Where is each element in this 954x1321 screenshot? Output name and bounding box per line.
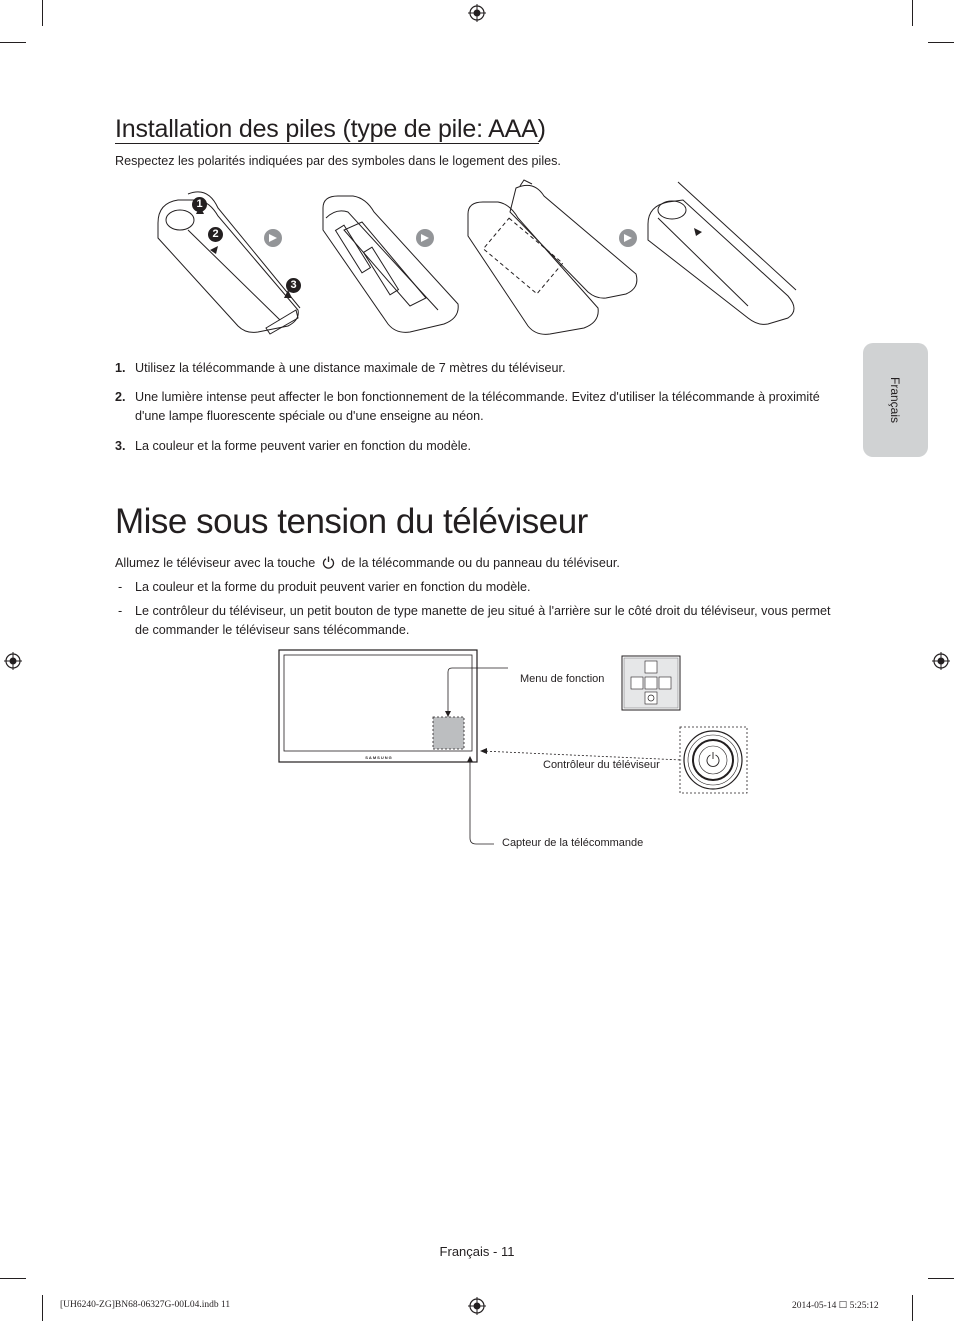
page-footer: Français - 11 <box>439 1244 515 1259</box>
step-badge-3: 3 <box>286 278 301 293</box>
registration-mark-icon <box>4 652 22 670</box>
crop-mark <box>0 42 26 43</box>
note-text: Une lumière intense peut affecter le bon fonctionnement de la télécommande. Evitez d'utiliser la télécommande à proximité d'une lampe fluorescente spéciale ou d'une enseigne au néon. <box>135 390 820 423</box>
print-file-info: [UH6240-ZG]BN68-06327G-00L04.indb 11 <box>60 1300 231 1310</box>
remote-step-1 <box>158 192 300 334</box>
crop-mark <box>0 1278 26 1279</box>
tv-controller-label: Contrôleur du téléviseur <box>543 759 660 771</box>
step-badge-2: 2 <box>208 227 223 242</box>
battery-intro: Respectez les polarités indiquées par des symboles dans le logement des piles. <box>115 154 561 168</box>
print-date-info: 2014-05-14 ☐ 5:25:12 <box>792 1301 879 1311</box>
crop-mark <box>928 1278 954 1279</box>
tv-brand-logo: SAMSUNG <box>365 755 393 760</box>
remote-step-3 <box>468 180 637 334</box>
registration-mark-icon <box>468 4 486 22</box>
language-tab-label: Français <box>888 376 902 424</box>
registration-mark-icon <box>468 1297 486 1315</box>
crop-mark <box>912 0 913 26</box>
note-number: 3. <box>115 439 126 453</box>
power-intro-before: Allumez le téléviseur avec la touche <box>115 556 316 570</box>
function-menu-label: Menu de fonction <box>520 673 605 685</box>
language-tab <box>863 343 928 457</box>
note-number: 2. <box>115 390 126 404</box>
crop-mark <box>42 0 43 26</box>
step-badge-1: 1 <box>192 197 207 212</box>
remote-sensor-label: Capteur de la télécommande <box>502 837 644 849</box>
remote-step-4 <box>648 182 796 324</box>
power-intro-after: de la télécommande ou du panneau du téléviseur. <box>341 556 620 570</box>
bullet-dash: - <box>118 580 123 594</box>
note-text: Utilisez la télécommande à une distance maximale de 7 mètres du téléviseur. <box>135 361 566 375</box>
battery-installation-illustration <box>148 178 808 338</box>
crop-mark <box>42 1295 43 1321</box>
tv-diagram <box>276 648 756 858</box>
note-text: La couleur et la forme peuvent varier en fonction du modèle. <box>135 439 472 453</box>
crop-mark <box>928 42 954 43</box>
registration-mark-icon <box>932 652 950 670</box>
power-intro <box>115 554 620 573</box>
bullet-dash: - <box>118 604 123 618</box>
battery-section-title: Installation des piles (type de pile: AAA) <box>115 115 546 143</box>
power-icon <box>322 556 335 569</box>
bullet-text: La couleur et la forme du produit peuvent varier en fonction du modèle. <box>135 580 531 594</box>
title-underline <box>115 143 539 144</box>
note-number: 1. <box>115 361 126 375</box>
remote-step-2 <box>323 196 458 332</box>
crop-mark <box>912 1295 913 1321</box>
bullet-text: Le contrôleur du téléviseur, un petit bouton de type manette de jeu situé à l'arrière sur le côté droit du téléviseur, vous permet de commander le téléviseur sans télécommande. <box>135 604 831 637</box>
power-section-title: Mise sous tension du téléviseur <box>115 502 588 541</box>
